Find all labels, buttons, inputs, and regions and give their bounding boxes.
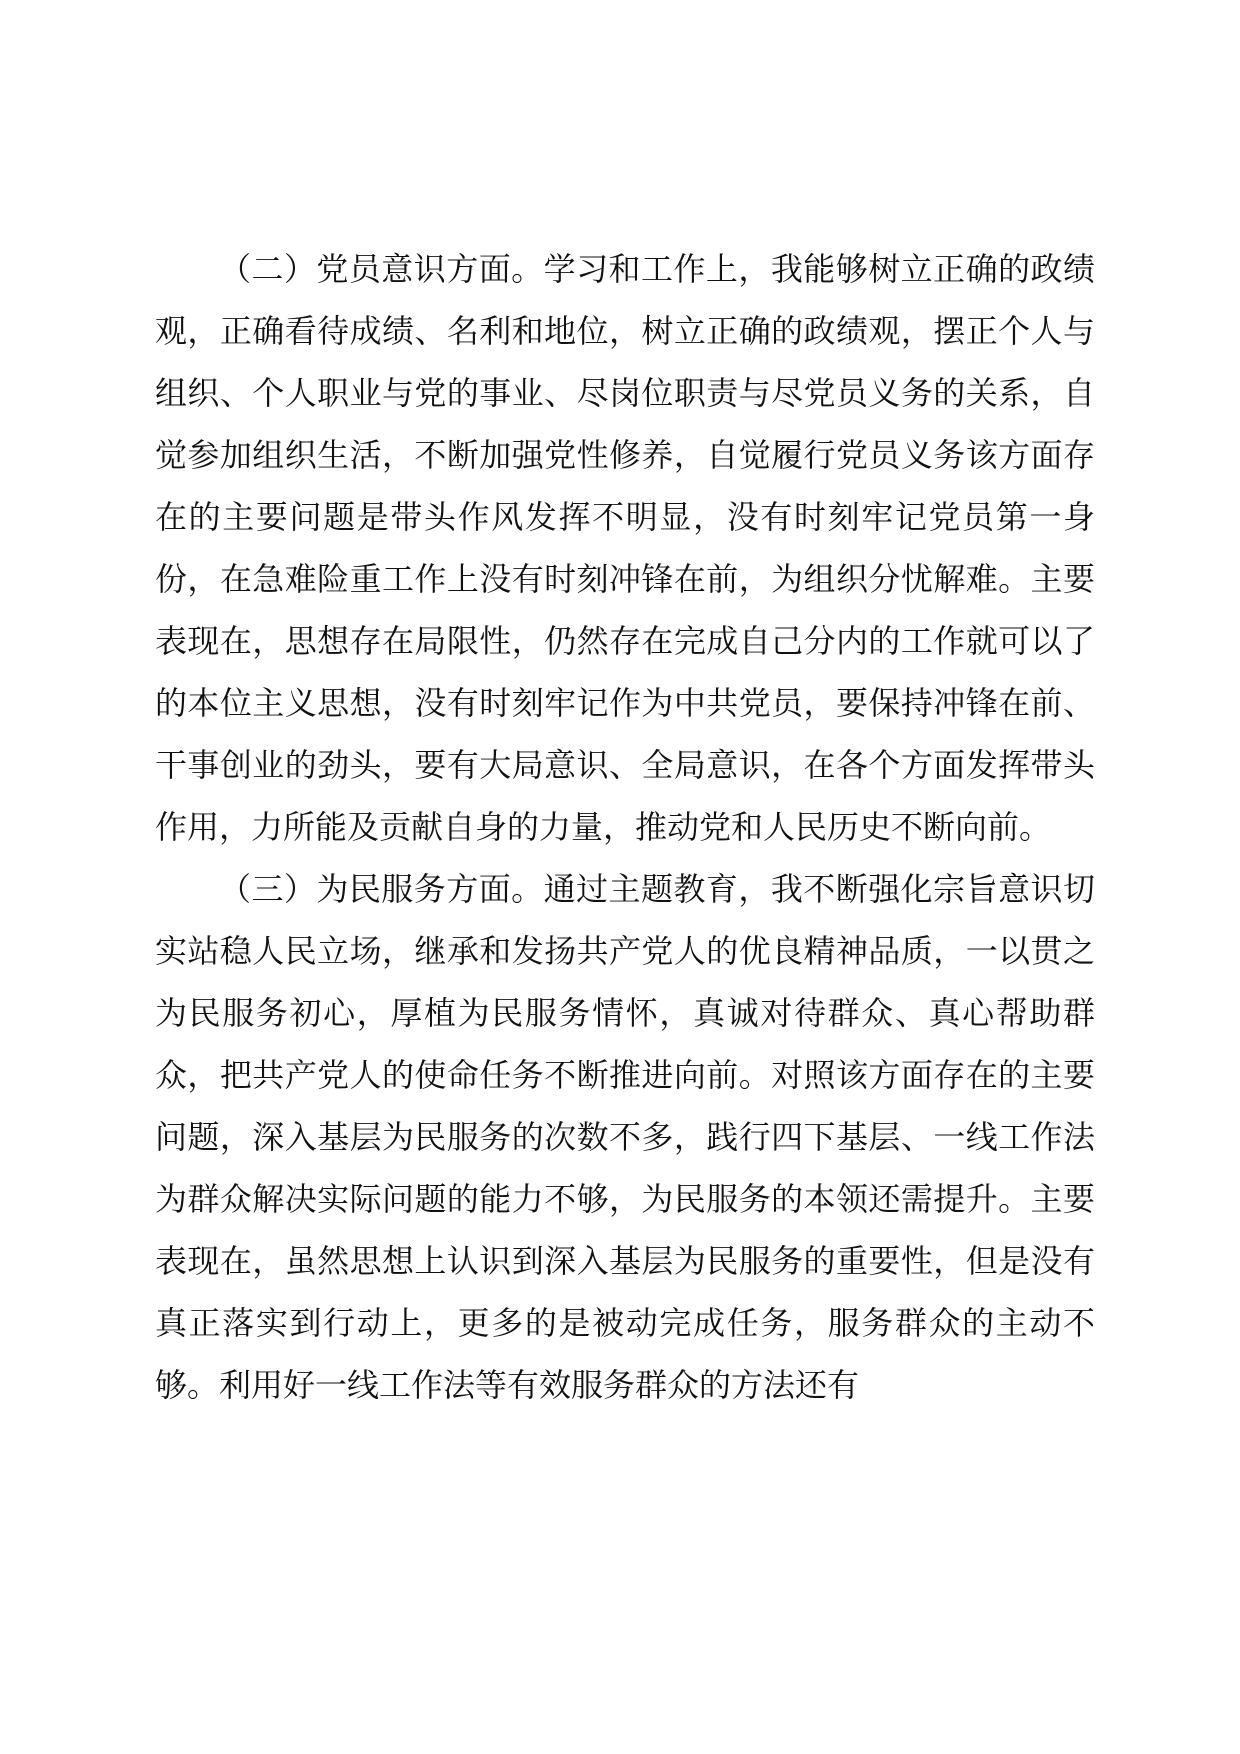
paragraph-party-awareness: （二）党员意识方面。学习和工作上，我能够树立正确的政绩观，正确看待成绩、名利和地位，树立正确的政绩观，摆正个人与组织、个人职业与党的事业、尽岗位职责与尽党员义务的关系，自觉参加组织生活，不断加强党性修养，自觉履行党员义务该方面存在的主要问题是带头作风发挥不明显，没有时刻牢记党员第一身份，在急难险重工作上没有时刻冲锋在前，为组织分忧解难。主要表现在，思想存在局限性，仍然存在完成自己分内的工作就可以了的本位主义思想，没有时刻牢记作为中共党员，要保持冲锋在前、干事创业的劲头，要有大局意识、全局意识，在各个方面发挥带头作用，力所能及贡献自身的力量，推动党和人民历史不断向前。 xyxy=(155,250,1095,846)
document-body xyxy=(155,238,1095,1416)
paragraph-serving-people: （三）为民服务方面。通过主题教育，我不断强化宗旨意识切实站稳人民立场，继承和发扬共产党人的优良精神品质，一以贯之为民服务初心，厚植为民服务情怀，真诚对待群众、真心帮助群众，把共产党人的使命任务不断推进向前。对照该方面存在的主要问题，深入基层为民服务的次数不多，践行四下基层、一线工作法为群众解决实际问题的能力不够，为民服务的本领还需提升。主要表现在，虽然思想上认识到深入基层为民服务的重要性，但是没有真正落实到行动上，更多的是被动完成任务，服务群众的主动不够。利用好一线工作法等有效服务群众的方法还有 xyxy=(155,870,1095,1404)
